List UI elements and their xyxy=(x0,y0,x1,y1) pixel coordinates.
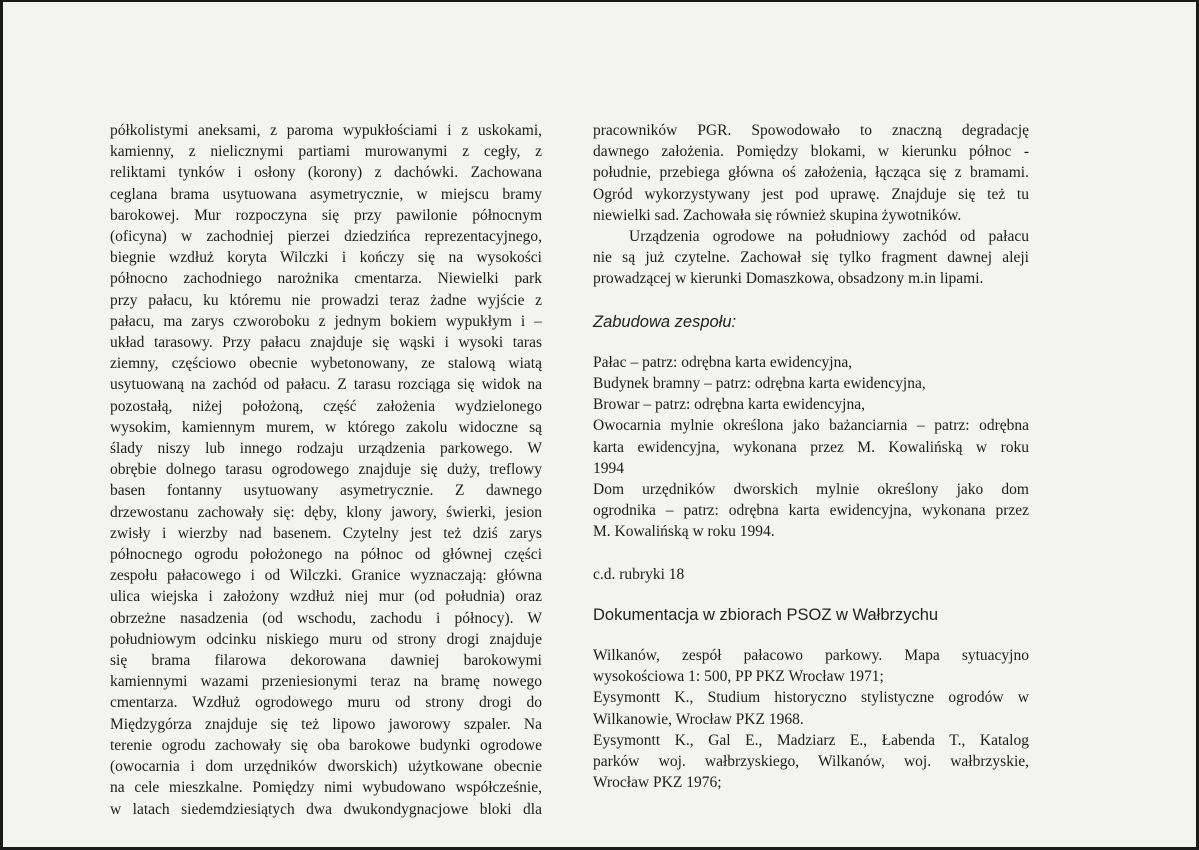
text-line: prowadzącej w kierunki Domaszkowa, obsadzony m.in lipami. xyxy=(593,270,984,288)
text-line: pałacu, ma zarys czworoboku z jednym bokiem wypukłym i – xyxy=(110,312,542,330)
text-line: basen fontanny usytuowany asymetrycznie. Z dawnego xyxy=(110,482,542,500)
doc-entry-continued: Wilkanowie, Wrocław PKZ 1968. xyxy=(593,710,804,728)
list-item-continued: ogrodnika – patrz: odrębna karta ewidencyjna, wykonana przez xyxy=(593,502,1029,520)
left-column xyxy=(110,120,542,820)
text-line: północnego ogrodu położonego na północ od głównej części xyxy=(110,546,542,564)
left-paragraph xyxy=(110,120,542,820)
text-line: pozostałą, niżej położoną, część założenia wydzielonego xyxy=(110,397,542,415)
text-line: pracowników PGR. Spowodowało to znaczną degradację xyxy=(593,122,1029,139)
text-line: w latach siedemdziesiątych dwa dwukondygnacjowe bloki dla xyxy=(110,800,542,818)
list-item: Budynek bramny – patrz: odrębna karta ewidencyjna, xyxy=(593,375,926,393)
text-line: ślady niszy lub innego rodzaju urządzenia parkowego. W xyxy=(110,440,542,458)
doc-entry-continued: Wrocław PKZ 1976; xyxy=(593,774,722,792)
heading-dokumentacja: Dokumentacja w zbiorach PSOZ w Wałbrzychu xyxy=(593,605,939,624)
text-line: przy pałacu, ku któremu nie prowadzi teraz żadne wyjście z xyxy=(110,291,542,309)
text-line: zespołu pałacowego i od Wilczki. Granice wyznaczają: główna xyxy=(110,567,542,585)
text-line: na cele mieszkalne. Pomiędzy nimi wybudowano współcześnie, xyxy=(110,779,542,797)
text-line: nie są już czytelne. Zachował się tylko fragment dawnej aleji xyxy=(593,249,1029,267)
text-line: południe, przebiega główna oś założenia, łącząca się z bramami. xyxy=(593,164,1029,182)
text-line: Urządzenia ogrodowe na południowy zachód od pałacu xyxy=(629,228,1029,246)
list-item: Dom urzędników dworskich mylnie określony jako dom xyxy=(593,481,1029,499)
text-line: ceglana brama usytuowana asymetrycznie, w miejscu bramy xyxy=(110,185,542,203)
text-line: cmentarza. Wzdłuż ogrodowego muru od strony drogi do xyxy=(110,694,542,712)
text-line: terenie ogrodu zachowały się oba barokowe budynki ogrodowe xyxy=(110,736,542,754)
text-line: (owocarnia i dom urzędników dworskich) użytkowane obecnie xyxy=(110,758,542,776)
text-line: reliktami tynków i osłony (korony) z dachówki. Zachowana xyxy=(110,164,542,182)
list-item-continued: M. Kowalińską w roku 1994. xyxy=(593,523,775,541)
text-line: dawnego założenia. Pomiędzy blokami, w kierunku północ - xyxy=(593,143,1029,161)
text-line: obrzeżne nasadzenia (od wschodu, zachodu i północy). W xyxy=(110,609,542,627)
text-line: biegnie wzdłuż koryta Wilczki i kończy się na wysokości xyxy=(110,249,542,267)
heading-zabudowa: Zabudowa zespołu: xyxy=(593,312,737,331)
text-line: Międzygórza znajduje się też lipowo jaworowy szpaler. Na xyxy=(110,715,542,733)
text-line: niewielki sad. Zachowała się również skupina żywotników. xyxy=(593,206,962,224)
list-item: Browar – patrz: odrębna karta ewidencyjna, xyxy=(593,396,865,414)
text-line: północno zachodniego narożnika cmentarza. Niewielki park xyxy=(110,270,542,288)
doc-entry: Wilkanów, zespół pałacowo parkowy. Mapa sytuacyjno xyxy=(593,647,1029,665)
list-item-continued: 1994 xyxy=(593,459,624,477)
gardens-paragraph xyxy=(593,226,1029,290)
zabudowa-list xyxy=(593,352,1029,543)
right-column xyxy=(593,120,1029,793)
text-line: południowym odcinku niskiego muru od strony drogi znajduje xyxy=(110,630,542,648)
text-line: układ tarasowy. Przy pałacu znajduje się wąski i wysoki taras xyxy=(110,334,542,352)
text-line: drzewostanu zachowały się: dęby, klony jawory, świerki, jesion xyxy=(110,503,542,521)
documentation-list xyxy=(593,645,1029,793)
cd-rubryki: c.d. rubryki 18 xyxy=(593,565,685,583)
text-line: usytuowaną na zachód od pałacu. Z tarasu rozciąga się widok na xyxy=(110,376,542,394)
text-line: półkolistymi aneksami, z paroma wypukłościami i z uskokami, xyxy=(110,122,542,139)
text-line: ulica wiejska i założony wzdłuż niej mur (od południa) oraz xyxy=(110,588,542,606)
text-line: ziemny, częściowo obecnie wybetonowany, ze stalową wiatą xyxy=(110,355,542,373)
doc-entry-continued: parków woj. wałbrzyskiego, Wilkanów, woj. wałbrzyskie, xyxy=(593,753,1029,771)
list-item: Pałac – patrz: odrębna karta ewidencyjna, xyxy=(593,353,853,371)
text-line: obrębie dolnego tarasu ogrodowego znajduje się duży, treflowy xyxy=(110,461,542,479)
text-line: zwisły i wierzby nad basenem. Czytelny jest też dziś zarys xyxy=(110,524,542,542)
intro-paragraph xyxy=(593,120,1029,226)
list-item: Owocarnia mylnie określona jako bażanciarnia – patrz: odrębna xyxy=(593,417,1029,435)
text-line: (oficyna) w zachodniej pierzei dziedzińca reprezentacyjnego, xyxy=(110,228,542,246)
text-line: się brama filarowa dekorowana dawniej barokowymi xyxy=(110,652,542,670)
text-line: kamienny, z nielicznymi partiami murowanymi z cegły, z xyxy=(110,143,542,161)
doc-entry: Eysymontt K., Studium historyczno stylistyczne ogrodów w xyxy=(593,689,1029,707)
doc-entry-continued: wysokościowa 1: 500, PP PKZ Wrocław 1971; xyxy=(593,668,884,686)
doc-entry: Eysymontt K., Gal E., Madziarz E., Łabenda T., Katalog xyxy=(593,731,1029,749)
text-line: barokowej. Mur rozpoczyna się przy pawilonie północnym xyxy=(110,206,542,224)
text-line: Ogród wykorzystywany jest pod uprawę. Znajduje się też tu xyxy=(593,185,1029,203)
list-item-continued: karta ewidencyjna, wykonana przez M. Kowalińską w roku xyxy=(593,438,1029,456)
text-line: wysokim, kamiennym murem, w którego zakolu widoczne są xyxy=(110,418,542,436)
text-line: kamiennymi wazami przeniesionymi teraz na bramę nowego xyxy=(110,673,542,691)
